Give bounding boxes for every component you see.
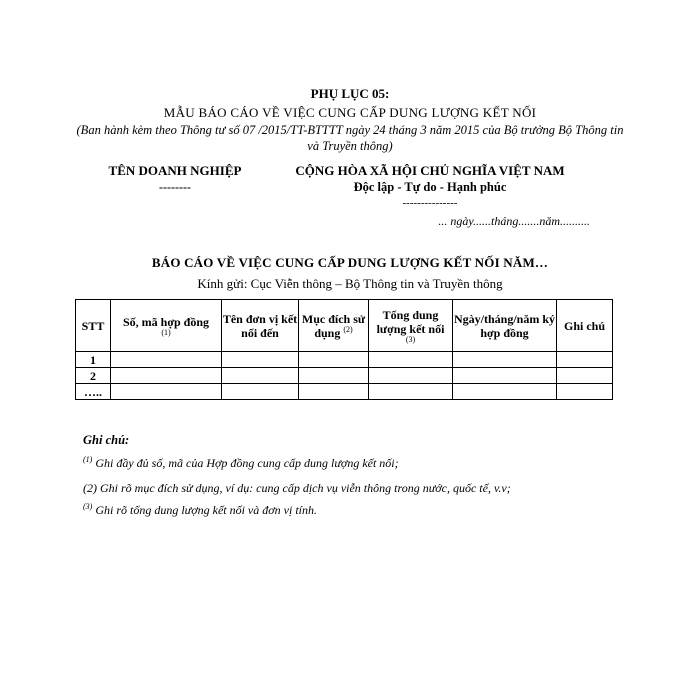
recipient-line: Kính gửi: Cục Viễn thông – Bộ Thông tin và Truyền thông [197, 276, 503, 291]
header-contract-number-label: Số, mã hợp đồng [122, 314, 209, 329]
table-cell [111, 368, 222, 384]
note-2: (2) Ghi rõ mục đích sử dụng, ví dụ: cung cấp dịch vụ viễn thông trong nước, quốc tế, v.v; [83, 481, 511, 495]
table-cell [453, 368, 557, 384]
header-contract-number [111, 300, 222, 352]
table-header-row [76, 300, 613, 352]
table-cell [557, 368, 613, 384]
appendix-title: PHỤ LỤC 05: [310, 86, 390, 101]
note-1-text: Ghi đầy đủ số, mã của Hợp đồng cung cấp dung lượng kết nối; [92, 456, 399, 470]
table-cell [222, 352, 299, 368]
footnote-ref-2: (2) [343, 324, 353, 334]
footnote-ref-3: (3) [405, 334, 416, 344]
table-cell [453, 384, 557, 400]
table-cell [369, 352, 453, 368]
header-purpose-label: Mục đích sử dụng [301, 311, 366, 340]
table-row [76, 384, 613, 400]
note-1 [83, 456, 643, 471]
table-cell [369, 368, 453, 384]
table-cell [557, 384, 613, 400]
table-cell [111, 384, 222, 400]
header-stt [76, 300, 111, 352]
footnote-ref-1: (1) [161, 327, 171, 337]
row-stt: 2 [76, 368, 111, 384]
table-cell [557, 352, 613, 368]
header-total-capacity [369, 300, 453, 352]
notes-heading: Ghi chú: [83, 433, 130, 447]
table-cell [299, 352, 369, 368]
table-cell [453, 352, 557, 368]
note-3-text: Ghi rõ tổng dung lượng kết nối và đơn vị tính. [92, 503, 317, 517]
report-table [75, 299, 613, 400]
header-contract-date-label: Ngày/tháng/năm ký hợp đồng [453, 311, 556, 340]
table-cell [222, 384, 299, 400]
row-stt: 1 [76, 352, 111, 368]
national-motto: Độc lập - Tự do - Hạnh phúc [353, 180, 507, 194]
table-cell [299, 368, 369, 384]
table-row [76, 352, 613, 368]
table-row [76, 368, 613, 384]
motto-separator: --------------- [402, 197, 458, 209]
national-title: CỘNG HÒA XÃ HỘI CHỦ NGHĨA VIỆT NAM [295, 163, 565, 178]
form-title: MẪU BÁO CÁO VỀ VIỆC CUNG CẤP DUNG LƯỢNG KẾT NỐI [163, 105, 537, 120]
header-stt-label: STT [81, 318, 105, 333]
header-connected-unit [222, 300, 299, 352]
table-cell [222, 368, 299, 384]
table-cell [111, 352, 222, 368]
report-title: BÁO CÁO VỀ VIỆC CUNG CẤP DUNG LƯỢNG KẾT NỐI NĂM… [151, 255, 549, 270]
header-notes-label: Ghi chú [563, 318, 605, 333]
table-cell [369, 384, 453, 400]
company-name-label: TÊN DOANH NGHIỆP [108, 163, 242, 178]
header-notes [557, 300, 613, 352]
company-name-separator: -------- [159, 180, 191, 194]
table-cell [299, 384, 369, 400]
note-3 [83, 503, 643, 518]
date-line: ... ngày......tháng.......năm.......... [438, 214, 590, 228]
header-purpose [299, 300, 369, 352]
note-1-ref: (1) [83, 455, 93, 464]
issuance-note: (Ban hành kèm theo Thông tư số 07 /2015/TT-BTTTT ngày 24 tháng 3 năm 2015 của Bộ trưởng Bộ Thông tin và Truyền thông) [76, 123, 624, 153]
row-stt: ….. [76, 384, 111, 400]
header-total-capacity-label: Tổng dung lượng kết nối [376, 307, 445, 336]
header-contract-date [453, 300, 557, 352]
note-3-ref: (3) [83, 502, 93, 511]
header-connected-unit-label: Tên đơn vị kết nối đến [222, 311, 298, 340]
